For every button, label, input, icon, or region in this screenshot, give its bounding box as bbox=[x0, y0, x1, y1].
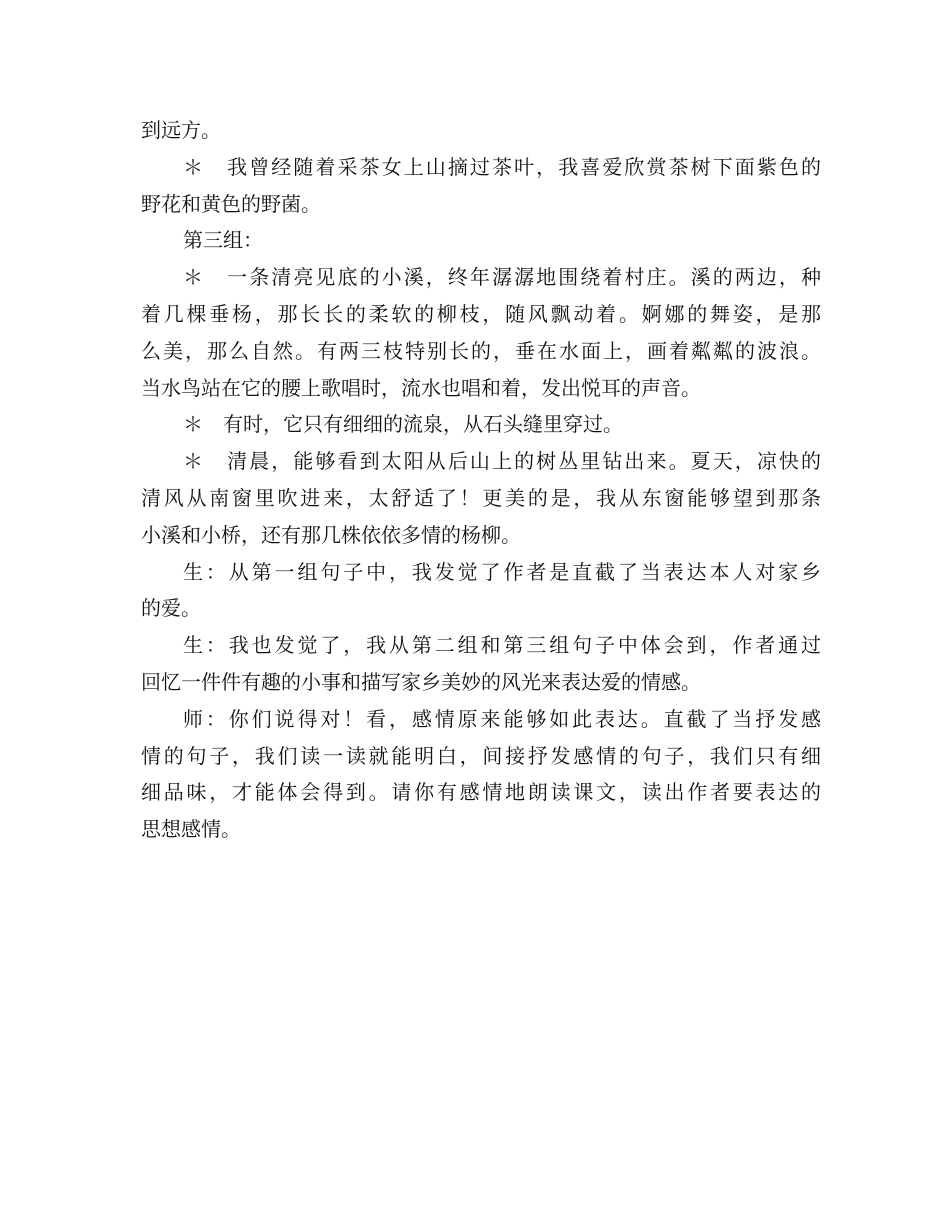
text-line: ＊ 清晨，能够看到太阳从后山上的树丛里钻出来。夏天，凉快的 bbox=[183, 449, 821, 474]
text-line: 情的句子，我们读一读就能明白，间接抒发感情的句子，我们只有细 bbox=[141, 743, 821, 768]
text-line: 小溪和小桥，还有那几株依依多情的杨柳。 bbox=[141, 522, 521, 547]
text-line: 当水鸟站在它的腰上歌唱时，流水也唱和着，发出悦耳的声音。 bbox=[141, 375, 701, 400]
section-heading: 第三组： bbox=[183, 228, 263, 253]
text-line: 细品味，才能体会得到。请你有感情地朗读课文，读出作者要表达的 bbox=[141, 780, 821, 805]
text-line: ＊ 有时，它只有细细的流泉，从石头缝里穿过。 bbox=[183, 412, 623, 437]
text-line: 生：从第一组句子中，我发觉了作者是直截了当表达本人对家乡 bbox=[183, 559, 821, 584]
document-body bbox=[141, 112, 821, 848]
text-line: 回忆一件件有趣的小事和描写家乡美妙的风光来表达爱的情感。 bbox=[141, 669, 701, 694]
text-line: 清风从南窗里吹进来，太舒适了！更美的是，我从东窗能够望到那条 bbox=[141, 485, 821, 510]
text-line: 师：你们说得对！看，感情原来能够如此表达。直截了当抒发感 bbox=[183, 706, 821, 731]
text-line: ＊ 一条清亮见底的小溪，终年潺潺地围绕着村庄。溪的两边，种 bbox=[183, 265, 821, 290]
text-line: 野花和黄色的野菌。 bbox=[141, 191, 321, 216]
text-line: 生：我也发觉了，我从第二组和第三组句子中体会到，作者通过 bbox=[183, 633, 821, 658]
text-line: 思想感情。 bbox=[141, 817, 241, 842]
text-line: ＊ 我曾经随着采茶女上山摘过茶叶，我喜爱欣赏茶树下面紫色的 bbox=[183, 154, 821, 179]
text-line: 么美，那么自然。有两三枝特别长的，垂在水面上，画着粼粼的波浪。 bbox=[141, 338, 821, 363]
text-line: 的爱。 bbox=[141, 596, 201, 621]
text-line: 到远方。 bbox=[141, 118, 221, 142]
text-line: 着几棵垂杨，那长长的柔软的柳枝，随风飘动着。婀娜的舞姿，是那 bbox=[141, 301, 821, 326]
